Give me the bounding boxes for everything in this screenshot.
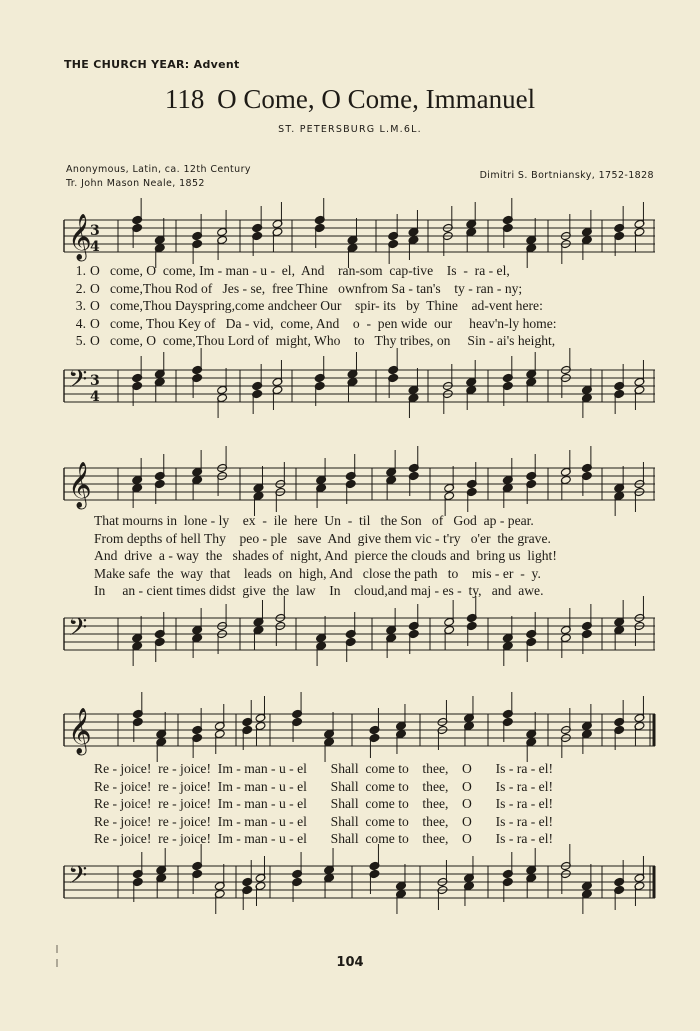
tune-name: ST. PETERSBURG L.M.6L.: [278, 124, 422, 135]
verse-block-3: [94, 760, 553, 848]
bass-clef-icon: 𝄢: [68, 613, 88, 648]
hymn-number: 118: [164, 84, 205, 114]
lyric-line: Re - joice! re - joice! Im - man - u - el Shall come to thee, O Is - ra - el!: [94, 831, 554, 846]
lyric-line: In an - cient times didst give the law In cloud,and maj - es - ty, and awe.: [94, 583, 544, 598]
treble-staff-2: [0, 460, 700, 508]
bass-staff-1: [0, 362, 700, 410]
lyric-line: That mourns in lone - ly ex - ile here Un - til the Son of God ap - pear.: [94, 513, 534, 528]
lyric-line: Re - joice! re - joice! Im - man - u - el Shall come to thee, O Is - ra - el!: [94, 813, 554, 829]
text-credit-translator: Tr. John Mason Neale, 1852: [66, 178, 205, 189]
verse-block-2: [94, 512, 557, 600]
lyric-line: Re - joice! re - joice! Im - man - u - el Shall come to thee, O Is - ra - el!: [94, 796, 554, 811]
bass-clef-icon: 𝄢: [68, 365, 88, 400]
bass-staff-3: [0, 858, 700, 906]
page-number: 104: [336, 955, 364, 970]
svg-text:4: 4: [90, 389, 100, 405]
lyric-line: From depths of hell Thy peo - ple save And give them vic - t'ry o'er the grave.: [94, 530, 551, 546]
treble-staff-3: [0, 706, 700, 754]
margin-marks: [55, 945, 59, 975]
bass-clef-icon: 𝄢: [68, 861, 88, 896]
lyric-line: Re - joice! re - joice! Im - man - u - el Shall come to thee, O Is - ra - el!: [94, 778, 554, 794]
hymn-title: [0, 84, 700, 115]
section-header: THE CHURCH YEAR: Advent: [64, 58, 240, 71]
svg-text:4: 4: [90, 239, 100, 255]
svg-text:3: 3: [90, 373, 100, 389]
treble-clef-icon: 𝄞: [68, 462, 92, 508]
treble-staff-1: [0, 212, 700, 260]
lyric-line: 5. O come, O come,Thou Lord of might, Who to Thy tribes, on Sin - ai's height,: [75, 333, 556, 348]
lyric-line: Make safe the way that leads on high, And close the path to mis - er - y.: [94, 565, 541, 581]
lyric-line: 3. O come,Thou Dayspring,come andcheer Our spir- its by Thine ad-vent here:: [75, 298, 543, 313]
text-credit-origin: Anonymous, Latin, ca. 12th Century: [66, 164, 251, 175]
treble-clef-icon: 𝄞: [68, 708, 92, 754]
music-credit: Dimitri S. Bortniansky, 1752-1828: [479, 170, 654, 181]
lyric-line: 2. O come,Thou Rod of Jes - se, free Thine ownfrom Sa - tan's ty - ran - ny;: [75, 280, 523, 296]
lyric-line: And drive a - way the shades of night, And pierce the clouds and bring us light!: [94, 548, 557, 563]
verse-block-1: [64, 262, 557, 350]
lyric-line: 4. O come, Thou Key of Da - vid, come, And o - pen wide our heav'n-ly home:: [75, 315, 557, 331]
svg-text:3: 3: [90, 223, 100, 239]
lyric-line: Re - joice! re - joice! Im - man - u - el Shall come to thee, O Is - ra - el!: [94, 761, 554, 776]
hymn-title-text: O Come, O Come, Immanuel: [217, 84, 536, 114]
treble-clef-icon: 𝄞: [68, 214, 92, 260]
bass-staff-2: [0, 610, 700, 658]
lyric-line: 1. O come, O come, Im - man - u - el, And ran-som cap-tive Is - ra - el,: [75, 263, 510, 278]
